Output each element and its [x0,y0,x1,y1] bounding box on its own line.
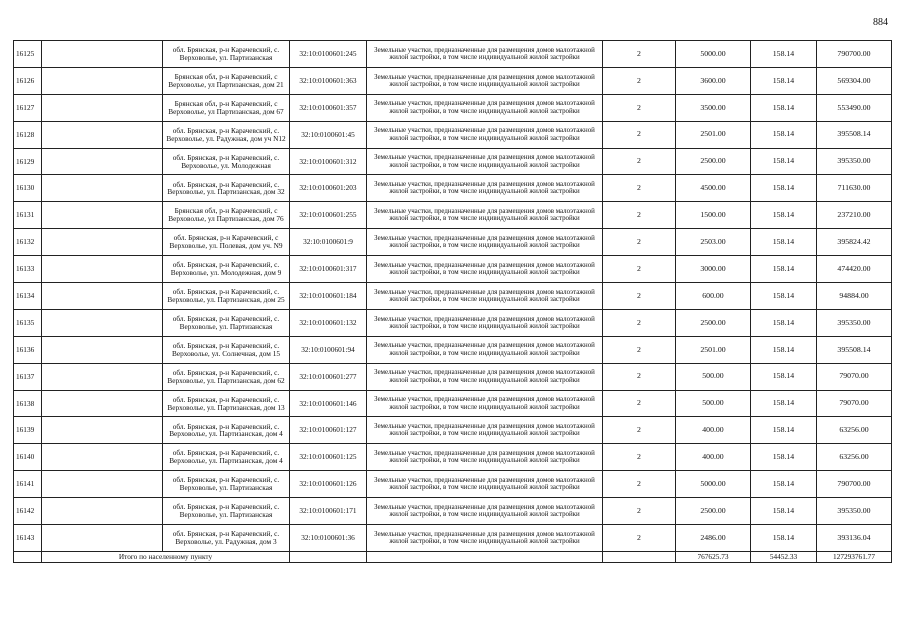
category-cell: 2 [603,363,676,390]
cadastral-value-cell: 94884.00 [817,283,892,310]
rate-cell: 158.14 [751,525,817,552]
cadastral-number-cell: 32:10:0100601:126 [290,471,367,498]
row-number: 16143 [14,525,42,552]
address-cell: Брянская обл, р-н Карачевский, с Верховолье, ул Партизанская, дом 76 [163,202,290,229]
cadastral-number-cell: 32:10:0100601:125 [290,444,367,471]
rate-cell: 158.14 [751,471,817,498]
area-cell: 2500.00 [676,148,751,175]
land-use-cell: Земельные участки, предназначенные для размещения домов малоэтажной жилой застройки, в том числе индивидуальной жилой застройки [367,417,603,444]
rate-cell: 158.14 [751,390,817,417]
category-cell: 2 [603,498,676,525]
empty-cell [42,121,163,148]
address-cell: обл. Брянская, р-н Карачевский, с. Верховолье, ул. Партизанская, дом 4 [163,417,290,444]
cadastral-value-cell: 63256.00 [817,417,892,444]
area-cell: 3500.00 [676,94,751,121]
table-row [14,444,892,471]
cadastral-value-cell: 553490.00 [817,94,892,121]
empty-cell [42,256,163,283]
land-use-cell: Земельные участки, предназначенные для размещения домов малоэтажной жилой застройки, в том числе индивидуальной жилой застройки [367,363,603,390]
area-cell: 5000.00 [676,471,751,498]
address-cell: обл. Брянская, р-н Карачевский, с. Верховолье, ул. Партизанская [163,41,290,68]
empty-cell [42,202,163,229]
table-body [14,41,892,563]
address-cell: обл. Брянская, р-н Карачевский, с. Верховолье, ул. Партизанская, дом 62 [163,363,290,390]
rate-cell: 158.14 [751,336,817,363]
empty-cell [42,525,163,552]
category-cell: 2 [603,94,676,121]
cadastral-number-cell: 32:10:0100601:312 [290,148,367,175]
cadastral-value-cell: 395350.00 [817,148,892,175]
row-number: 16127 [14,94,42,121]
area-cell: 4500.00 [676,175,751,202]
cadastral-value-cell: 395508.14 [817,121,892,148]
land-use-cell: Земельные участки, предназначенные для размещения домов малоэтажной жилой застройки, в том числе индивидуальной жилой застройки [367,94,603,121]
total-value: 127293761.77 [817,551,892,562]
area-cell: 1500.00 [676,202,751,229]
land-use-cell: Земельные участки, предназначенные для размещения домов малоэтажной жилой застройки, в том числе индивидуальной жилой застройки [367,444,603,471]
rate-cell: 158.14 [751,444,817,471]
rate-cell: 158.14 [751,363,817,390]
category-cell: 2 [603,525,676,552]
table-row [14,498,892,525]
empty-cell [14,551,42,562]
category-cell: 2 [603,148,676,175]
address-cell: обл. Брянская, р-н Карачевский, с. Верховолье, ул. Партизанская, дом 13 [163,390,290,417]
land-use-cell: Земельные участки, предназначенные для размещения домов малоэтажной жилой застройки, в том числе индивидуальной жилой застройки [367,148,603,175]
empty-cell [42,471,163,498]
address-cell: обл. Брянская, р-н Карачевский, с. Верховолье, ул. Солнечная, дом 15 [163,336,290,363]
category-cell: 2 [603,41,676,68]
rate-cell: 158.14 [751,498,817,525]
land-use-cell: Земельные участки, предназначенные для размещения домов малоэтажной жилой застройки, в том числе индивидуальной жилой застройки [367,309,603,336]
area-cell: 2500.00 [676,309,751,336]
cadastral-number-cell: 32:10:0100601:363 [290,67,367,94]
address-cell: обл. Брянская, р-н Карачевский, с. Верховолье, ул. Молодежная [163,148,290,175]
area-cell: 2486.00 [676,525,751,552]
cadastral-value-cell: 790700.00 [817,471,892,498]
row-number: 16129 [14,148,42,175]
cadastral-number-cell: 32:10:0100601:45 [290,121,367,148]
cadastral-number-cell: 32:10:0100601:94 [290,336,367,363]
row-number: 16138 [14,390,42,417]
rate-cell: 158.14 [751,283,817,310]
table-row [14,67,892,94]
category-cell: 2 [603,229,676,256]
land-use-cell: Земельные участки, предназначенные для размещения домов малоэтажной жилой застройки, в том числе индивидуальной жилой застройки [367,121,603,148]
rate-cell: 158.14 [751,148,817,175]
empty-cell [42,67,163,94]
row-number: 16125 [14,41,42,68]
category-cell: 2 [603,256,676,283]
cadastral-value-cell: 395824.42 [817,229,892,256]
row-number: 16133 [14,256,42,283]
cadastral-value-cell: 395508.14 [817,336,892,363]
table-row [14,229,892,256]
empty-cell [42,175,163,202]
cadastral-number-cell: 32:10:0100601:36 [290,525,367,552]
row-number: 16137 [14,363,42,390]
empty-cell [603,551,676,562]
address-cell: обл. Брянская, р-н Карачевский, с. Верховолье, ул. Партизанская [163,471,290,498]
category-cell: 2 [603,309,676,336]
land-use-cell: Земельные участки, предназначенные для размещения домов малоэтажной жилой застройки, в том числе индивидуальной жилой застройки [367,256,603,283]
table-row [14,471,892,498]
cadastral-number-cell: 32:10:0100601:132 [290,309,367,336]
category-cell: 2 [603,336,676,363]
table-row [14,336,892,363]
land-use-cell: Земельные участки, предназначенные для размещения домов малоэтажной жилой застройки, в том числе индивидуальной жилой застройки [367,525,603,552]
address-cell: обл. Брянская, р-н Карачевский, с. Верховолье, ул. Партизанская [163,309,290,336]
cadastral-value-cell: 79070.00 [817,363,892,390]
category-cell: 2 [603,417,676,444]
land-register-table [13,40,892,563]
cadastral-value-cell: 395350.00 [817,309,892,336]
land-use-cell: Земельные участки, предназначенные для размещения домов малоэтажной жилой застройки, в том числе индивидуальной жилой застройки [367,202,603,229]
rate-cell: 158.14 [751,256,817,283]
table-row [14,121,892,148]
address-cell: обл. Брянская, р-н Карачевский, с. Верховолье, ул. Радужная, дом 3 [163,525,290,552]
table-row [14,41,892,68]
total-label: Итого по населенному пункту [42,551,290,562]
empty-cell [42,444,163,471]
empty-cell [42,417,163,444]
land-use-cell: Земельные участки, предназначенные для размещения домов малоэтажной жилой застройки, в том числе индивидуальной жилой застройки [367,471,603,498]
row-number: 16135 [14,309,42,336]
rate-cell: 158.14 [751,67,817,94]
table-row [14,283,892,310]
row-number: 16128 [14,121,42,148]
empty-cell [42,41,163,68]
land-use-cell: Земельные участки, предназначенные для размещения домов малоэтажной жилой застройки, в том числе индивидуальной жилой застройки [367,175,603,202]
address-cell: Брянская обл, р-н Карачевский, с Верховолье, ул Партизанская, дом 21 [163,67,290,94]
land-use-cell: Земельные участки, предназначенные для размещения домов малоэтажной жилой застройки, в том числе индивидуальной жилой застройки [367,229,603,256]
table-row [14,148,892,175]
category-cell: 2 [603,202,676,229]
empty-cell [42,336,163,363]
row-number: 16131 [14,202,42,229]
address-cell: обл. Брянская, р-н Карачевский, с. Верховолье, ул. Радужная, дом уч N12 [163,121,290,148]
address-cell: обл. Брянская, р-н Карачевский, с. Верховолье, ул. Партизанская [163,498,290,525]
empty-cell [42,283,163,310]
row-number: 16139 [14,417,42,444]
cadastral-value-cell: 63256.00 [817,444,892,471]
address-cell: Брянская обл, р-н Карачевский, с Верховолье, ул Партизанская, дом 67 [163,94,290,121]
cadastral-value-cell: 474420.00 [817,256,892,283]
land-use-cell: Земельные участки, предназначенные для размещения домов малоэтажной жилой застройки, в том числе индивидуальной жилой застройки [367,390,603,417]
category-cell: 2 [603,283,676,310]
cadastral-value-cell: 395350.00 [817,498,892,525]
total-row [14,551,892,562]
row-number: 16136 [14,336,42,363]
cadastral-value-cell: 790700.00 [817,41,892,68]
table-row [14,202,892,229]
category-cell: 2 [603,471,676,498]
area-cell: 400.00 [676,444,751,471]
row-number: 16141 [14,471,42,498]
land-use-cell: Земельные участки, предназначенные для размещения домов малоэтажной жилой застройки, в том числе индивидуальной жилой застройки [367,283,603,310]
empty-cell [367,551,603,562]
area-cell: 3600.00 [676,67,751,94]
cadastral-value-cell: 711630.00 [817,175,892,202]
row-number: 16132 [14,229,42,256]
area-cell: 2503.00 [676,229,751,256]
row-number: 16130 [14,175,42,202]
area-cell: 500.00 [676,390,751,417]
rate-cell: 158.14 [751,94,817,121]
table-row [14,175,892,202]
cadastral-number-cell: 32:10:0100601:146 [290,390,367,417]
row-number: 16140 [14,444,42,471]
table-row [14,256,892,283]
total-area: 767625.73 [676,551,751,562]
empty-cell [42,498,163,525]
cadastral-value-cell: 79070.00 [817,390,892,417]
cadastral-value-cell: 569304.00 [817,67,892,94]
cadastral-number-cell: 32:10:0100601:203 [290,175,367,202]
area-cell: 5000.00 [676,41,751,68]
row-number: 16134 [14,283,42,310]
row-number: 16126 [14,67,42,94]
empty-cell [290,551,367,562]
cadastral-number-cell: 32:10:0100601:317 [290,256,367,283]
cadastral-value-cell: 393136.04 [817,525,892,552]
rate-cell: 158.14 [751,175,817,202]
rate-cell: 158.14 [751,41,817,68]
category-cell: 2 [603,175,676,202]
area-cell: 2501.00 [676,336,751,363]
area-cell: 500.00 [676,363,751,390]
cadastral-number-cell: 32:10:0100601:245 [290,41,367,68]
cadastral-number-cell: 32:10:0100601:9 [290,229,367,256]
rate-cell: 158.14 [751,229,817,256]
cadastral-number-cell: 32:10:0100601:357 [290,94,367,121]
table-row [14,525,892,552]
address-cell: обл. Брянская, р-н Карачевский, с. Верховолье, ул. Партизанская, дом 25 [163,283,290,310]
empty-cell [42,148,163,175]
cadastral-number-cell: 32:10:0100601:277 [290,363,367,390]
rate-cell: 158.14 [751,309,817,336]
category-cell: 2 [603,67,676,94]
rate-cell: 158.14 [751,202,817,229]
category-cell: 2 [603,121,676,148]
table-row [14,390,892,417]
cadastral-number-cell: 32:10:0100601:184 [290,283,367,310]
empty-cell [42,390,163,417]
address-cell: обл. Брянская, р-н Карачевский, с. Верховолье, ул. Партизанская, дом 32 [163,175,290,202]
cadastral-value-cell: 237210.00 [817,202,892,229]
cadastral-number-cell: 32:10:0100601:127 [290,417,367,444]
table-row [14,94,892,121]
empty-cell [42,309,163,336]
area-cell: 3000.00 [676,256,751,283]
category-cell: 2 [603,444,676,471]
land-use-cell: Земельные участки, предназначенные для размещения домов малоэтажной жилой застройки, в том числе индивидуальной жилой застройки [367,498,603,525]
address-cell: обл. Брянская, р-н Карачевский, с. Верховолье, ул. Молодежная, дом 9 [163,256,290,283]
empty-cell [42,94,163,121]
table-row [14,363,892,390]
address-cell: обл. Брянская, р-н Карачевский, с Верховолье, ул. Полевая, дом уч. N9 [163,229,290,256]
category-cell: 2 [603,390,676,417]
area-cell: 400.00 [676,417,751,444]
address-cell: обл. Брянская, р-н Карачевский, с. Верховолье, ул. Партизанская, дом 4 [163,444,290,471]
rate-cell: 158.14 [751,417,817,444]
land-use-cell: Земельные участки, предназначенные для размещения домов малоэтажной жилой застройки, в том числе индивидуальной жилой застройки [367,67,603,94]
empty-cell [42,363,163,390]
area-cell: 2501.00 [676,121,751,148]
table-row [14,309,892,336]
cadastral-number-cell: 32:10:0100601:255 [290,202,367,229]
land-use-cell: Земельные участки, предназначенные для размещения домов малоэтажной жилой застройки, в том числе индивидуальной жилой застройки [367,41,603,68]
land-use-cell: Земельные участки, предназначенные для размещения домов малоэтажной жилой застройки, в том числе индивидуальной жилой застройки [367,336,603,363]
table-row [14,417,892,444]
total-rate: 54452.33 [751,551,817,562]
page-number: 884 [873,17,888,28]
area-cell: 2500.00 [676,498,751,525]
cadastral-number-cell: 32:10:0100601:171 [290,498,367,525]
rate-cell: 158.14 [751,121,817,148]
area-cell: 600.00 [676,283,751,310]
empty-cell [42,229,163,256]
row-number: 16142 [14,498,42,525]
